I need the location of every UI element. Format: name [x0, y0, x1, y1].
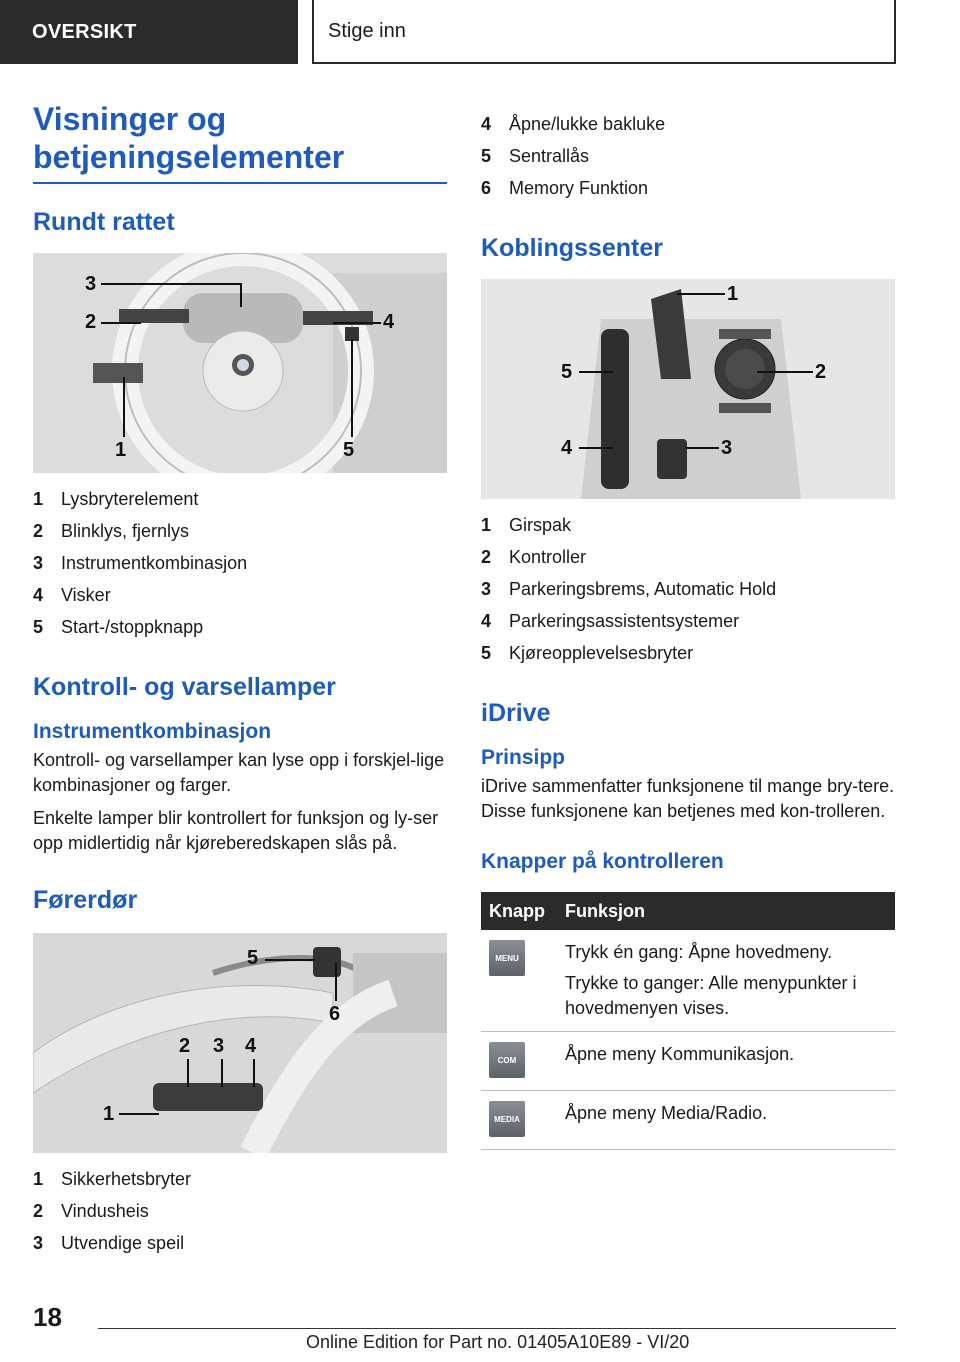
leader-line [579, 447, 613, 449]
leader-line [335, 963, 337, 1001]
page-number: 18 [33, 1302, 62, 1332]
left-column [33, 100, 447, 1259]
leader-line [221, 1059, 223, 1087]
callout-2: 2 [815, 361, 827, 383]
steering-wheel-figure [33, 253, 447, 473]
leader-line [333, 322, 381, 324]
leader-line [757, 371, 813, 373]
edition-text: Online Edition for Part no. 01405A10E89 - VI/20 [306, 1332, 690, 1352]
leader-line [677, 293, 725, 295]
callout-1: 1 [727, 283, 739, 305]
table-header-function: Funksjon [557, 892, 895, 930]
leader-line [265, 959, 315, 961]
list-item: 5 Start-/stoppknapp [33, 617, 204, 637]
list-item: 3 Parkeringsbrems, Automatic Hold [481, 579, 777, 599]
right-column [481, 108, 895, 1150]
footer-rule [98, 1328, 896, 1329]
callout-3: 3 [213, 1035, 225, 1057]
callout-1: 1 [103, 1103, 115, 1125]
callout-4: 4 [561, 437, 573, 459]
list-item: 4 Visker [33, 585, 111, 605]
table-row [481, 1032, 895, 1091]
com-button-icon: COM [489, 1042, 525, 1078]
leader-line [240, 283, 242, 307]
callout-3: 3 [85, 273, 97, 295]
callout-4: 4 [245, 1035, 257, 1057]
list-item: 2 Vindusheis [33, 1201, 149, 1221]
callout-5: 5 [561, 361, 573, 383]
callout-3: 3 [721, 437, 733, 459]
leader-line [187, 1059, 189, 1087]
list-item: 3 Instrumentkombinasjon [33, 553, 248, 573]
callout-2: 2 [179, 1035, 191, 1057]
menu-button-icon: MENU [489, 940, 525, 976]
callout-5: 5 [247, 947, 259, 969]
door-panel-illustration [33, 933, 447, 1153]
callout-5: 5 [343, 439, 355, 461]
subsection-buttons-heading: Knapper på kontrolleren [481, 850, 724, 873]
list-item: 5 Kjøreopplevelsesbryter [481, 643, 694, 663]
leader-line [123, 377, 125, 437]
list-item: 3 Utvendige speil [33, 1233, 185, 1253]
page-footer [0, 1290, 960, 1362]
list-item: 1 Sikkerhetsbryter [33, 1169, 192, 1189]
section-door-heading: Førerdør [33, 886, 138, 914]
section-steering-heading: Rundt rattet [33, 208, 175, 236]
callout-4: 4 [383, 311, 395, 333]
leader-line [579, 371, 613, 373]
callout-6: 6 [329, 1003, 341, 1025]
list-item: 2 Kontroller [481, 547, 587, 567]
center-console-illustration [481, 279, 895, 499]
center-console-figure [481, 279, 895, 499]
table-row [481, 1091, 895, 1150]
paragraph: Enkelte lamper blir kontrollert for funksjon og ly-ser opp midlertidig når kjøreberedskapen slås på. [33, 808, 439, 853]
function-text: Trykk én gang: Åpne hovedmeny. [565, 942, 833, 962]
callout-1: 1 [115, 439, 127, 461]
door-items-list-continued [481, 108, 895, 204]
section-lamps-heading: Kontroll- og varsellamper [33, 673, 336, 701]
leader-line [119, 1113, 159, 1115]
leader-line [253, 1059, 255, 1087]
page-header [0, 0, 960, 66]
list-item: 6 Memory Funktion [481, 178, 649, 198]
table-row [481, 930, 895, 1032]
paragraph: iDrive sammenfatter funksjonene til mange bry-tere. Disse funksjonene kan betjenes med kon-trolleren. [481, 776, 895, 821]
controller-buttons-table [481, 892, 895, 1150]
list-item: 2 Blinklys, fjernlys [33, 521, 190, 541]
section-idrive-heading: iDrive [481, 699, 551, 727]
list-item: 4 Åpne/lukke bakluke [481, 114, 666, 134]
tab-overview[interactable]: OVERSIKT [0, 0, 298, 64]
leader-line [101, 322, 141, 324]
list-item: 1 Lysbryterelement [33, 489, 199, 509]
leader-line [101, 283, 241, 285]
function-text: Trykke to ganger: Alle menypunkter i hovedmenyen vises. [565, 973, 857, 1018]
paragraph: Kontroll- og varsellamper kan lyse opp i forskjel-lige kombinasjoner og farger. [33, 750, 445, 795]
callout-2: 2 [85, 311, 97, 333]
leader-line [685, 447, 719, 449]
leader-line [351, 339, 353, 437]
function-text: Åpne meny Kommunikasjon. [565, 1044, 795, 1064]
subsection-instrument-heading: Instrumentkombinasjon [33, 720, 272, 743]
table-header-button: Knapp [481, 892, 557, 930]
driver-door-figure [33, 933, 447, 1153]
door-items-list [33, 1163, 447, 1259]
list-item: 5 Sentrallås [481, 146, 590, 166]
list-item: 4 Parkeringsassistentsystemer [481, 611, 740, 631]
section-center-console-heading: Koblingssenter [481, 234, 663, 262]
list-item: 1 Girspak [481, 515, 572, 535]
subsection-principle-heading: Prinsipp [481, 746, 566, 769]
tab-current-section[interactable]: Stige inn [312, 0, 896, 64]
page-title: Visninger og betjeningselementer [33, 100, 447, 184]
center-items-list [481, 509, 895, 669]
function-text: Åpne meny Media/Radio. [565, 1103, 768, 1123]
steering-items-list [33, 483, 447, 643]
media-button-icon: MEDIA [489, 1101, 525, 1137]
